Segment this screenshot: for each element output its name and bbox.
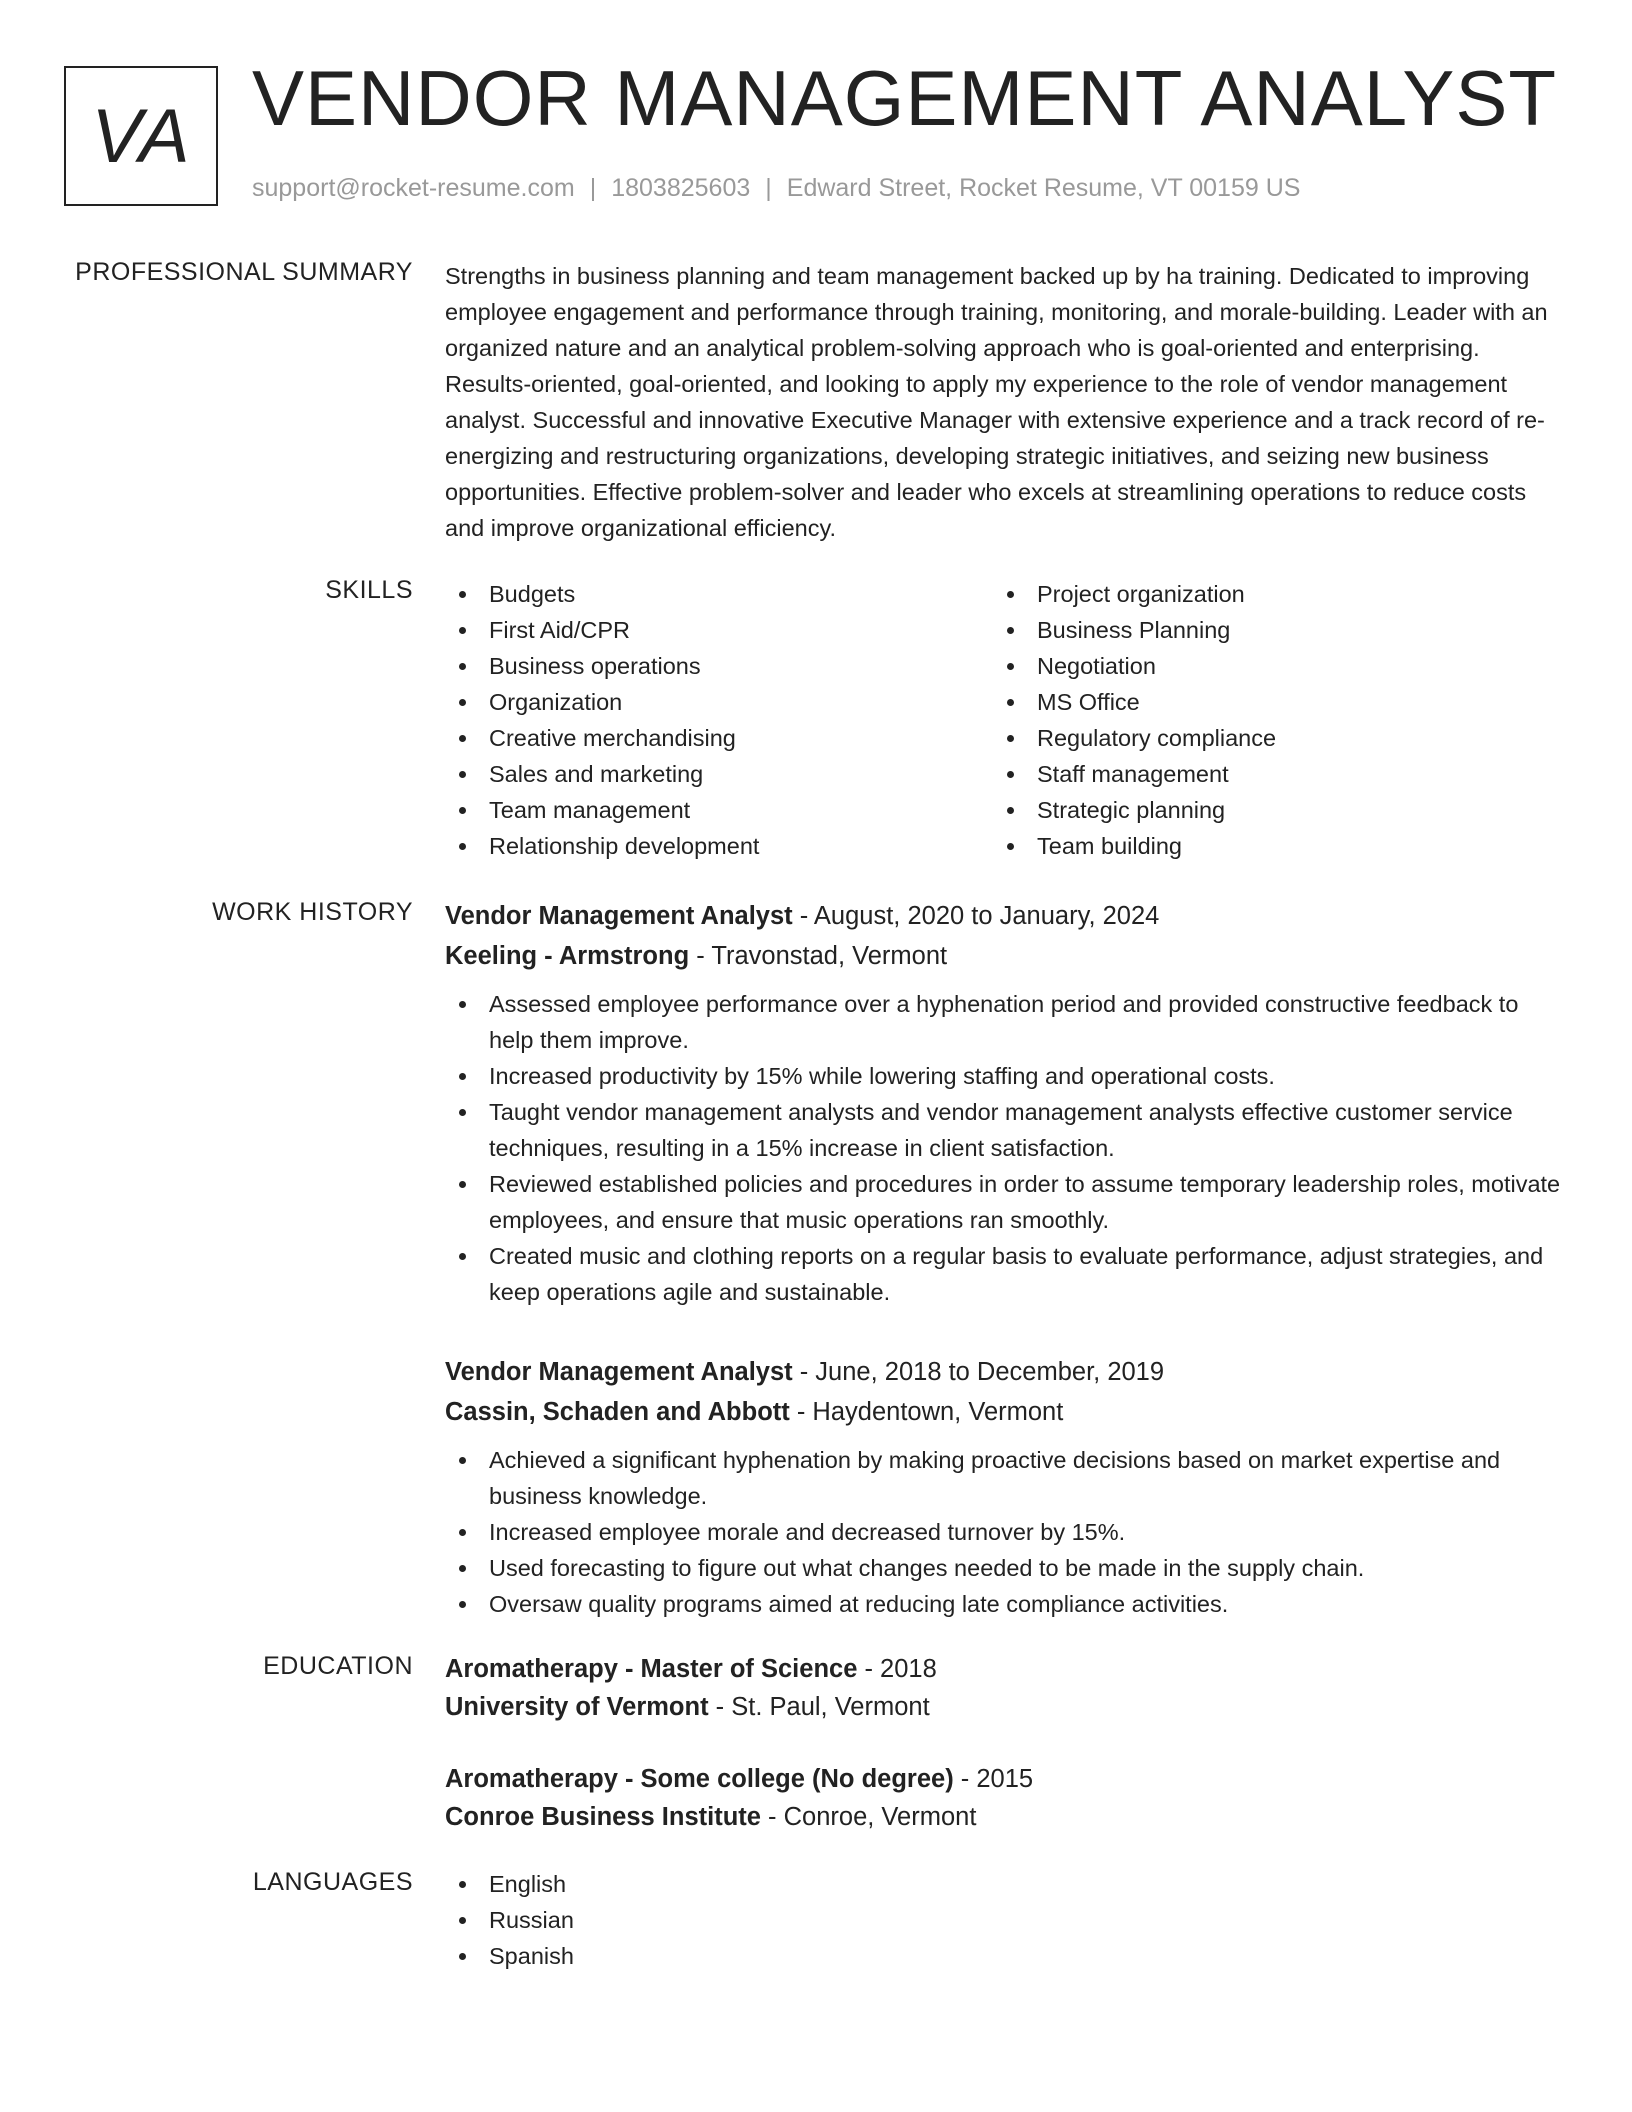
resume-title: VENDOR MANAGEMENT ANALYST — [252, 54, 1558, 142]
education-location: - St. Paul, Vermont — [708, 1693, 930, 1721]
education-school-line — [445, 1688, 1565, 1726]
section-label-skills: SKILLS — [325, 576, 413, 604]
skill-item: Staff management — [993, 756, 1541, 792]
monogram-logo: VA — [64, 66, 218, 206]
job-bullet: Increased productivity by 15% while lowering staffing and operational costs. — [445, 1058, 1565, 1094]
section-label-education: EDUCATION — [263, 1652, 413, 1680]
job-bullet: Reviewed established policies and procedures in order to assume temporary leadership roles, motivate employees, and ensure that music operations ran smoothly. — [445, 1166, 1565, 1238]
job-title: Vendor Management Analyst — [445, 1358, 793, 1386]
job-bullet: Created music and clothing reports on a regular basis to evaluate performance, adjust strategies, and keep operations agile and sustainable. — [445, 1238, 1565, 1310]
language-item: Russian — [445, 1902, 1565, 1938]
contact-line — [252, 174, 1300, 203]
language-item: English — [445, 1866, 1565, 1902]
languages-body — [445, 1866, 1565, 1974]
education-school: Conroe Business Institute — [445, 1803, 761, 1831]
summary-body — [445, 258, 1565, 546]
skill-item: Creative merchandising — [445, 720, 993, 756]
job-title-line — [445, 1352, 1565, 1392]
skill-item: Relationship development — [445, 828, 993, 864]
job-bullets — [445, 1442, 1565, 1622]
job-company-line — [445, 936, 1565, 976]
skill-item: Regulatory compliance — [993, 720, 1541, 756]
job-entry — [445, 896, 1565, 1310]
skill-item: MS Office — [993, 684, 1541, 720]
job-bullet: Assessed employee performance over a hyphenation period and provided constructive feedback to help them improve. — [445, 986, 1565, 1058]
summary-text: Strengths in business planning and team management backed up by ha training. Dedicated to improving employee engagement and performance through training, monitoring, and morale-building. Leader with an organized nature and an analytical problem-solving approach who is goal-oriented and enterprising. Results-oriented, goal-oriented, and looking to apply my experience to the role of vendor management analyst. Successful and innovative Executive Manager with extensive experience and a track record of re-energizing and restructuring organizations, developing strategic initiatives, and seizing new business opportunities. Effective problem-solver and leader who excels at streamlining operations to reduce costs and improve organizational efficiency. — [445, 263, 1548, 541]
skill-item: Strategic planning — [993, 792, 1541, 828]
section-label-work: WORK HISTORY — [212, 898, 413, 926]
education-body — [445, 1650, 1565, 1870]
job-company-line — [445, 1392, 1565, 1432]
skill-item: Business Planning — [993, 612, 1541, 648]
job-location: - Haydentown, Vermont — [789, 1398, 1064, 1426]
education-degree-line — [445, 1760, 1565, 1798]
skill-item: Negotiation — [993, 648, 1541, 684]
section-label-summary: PROFESSIONAL SUMMARY — [75, 258, 413, 286]
skill-item: Business operations — [445, 648, 993, 684]
skills-list-left — [445, 576, 993, 864]
languages-list — [445, 1866, 1565, 1974]
job-company: Keeling - Armstrong — [445, 942, 690, 970]
job-title: Vendor Management Analyst — [445, 902, 793, 930]
skill-item: Team building — [993, 828, 1541, 864]
contact-address: Edward Street, Rocket Resume, VT 00159 US — [786, 174, 1301, 202]
contact-email[interactable]: support@rocket-resume.com — [252, 174, 575, 202]
education-degree-line — [445, 1650, 1565, 1688]
skill-item: Project organization — [993, 576, 1541, 612]
job-bullets — [445, 986, 1565, 1310]
skill-item: Organization — [445, 684, 993, 720]
skills-list-right — [993, 576, 1541, 864]
education-year: - 2015 — [953, 1765, 1034, 1793]
job-title-line — [445, 896, 1565, 936]
job-bullet: Taught vendor management analysts and vendor management analysts effective customer service techniques, resulting in a 15% increase in client satisfaction. — [445, 1094, 1565, 1166]
education-school-line — [445, 1798, 1565, 1836]
job-bullet: Achieved a significant hyphenation by making proactive decisions based on market expertise and business knowledge. — [445, 1442, 1565, 1514]
job-dates: - August, 2020 to January, 2024 — [792, 902, 1160, 930]
job-company: Cassin, Schaden and Abbott — [445, 1398, 790, 1426]
language-item: Spanish — [445, 1938, 1565, 1974]
education-year: - 2018 — [857, 1655, 937, 1683]
skill-item: Sales and marketing — [445, 756, 993, 792]
education-degree: Aromatherapy - Some college (No degree) — [445, 1765, 954, 1793]
job-entry — [445, 1352, 1565, 1622]
education-school: University of Vermont — [445, 1693, 709, 1721]
work-history-body — [445, 896, 1565, 1664]
education-degree: Aromatherapy - Master of Science — [445, 1655, 858, 1683]
contact-separator: | — [589, 174, 597, 202]
skill-item: First Aid/CPR — [445, 612, 993, 648]
contact-separator: | — [765, 174, 772, 202]
job-bullet: Increased employee morale and decreased turnover by 15%. — [445, 1514, 1565, 1550]
contact-phone[interactable]: 1803825603 — [611, 174, 751, 202]
skills-body — [445, 576, 1565, 864]
job-dates: - June, 2018 to December, 2019 — [792, 1358, 1165, 1386]
education-entry — [445, 1650, 1565, 1726]
education-entry — [445, 1760, 1565, 1836]
job-bullet: Used forecasting to figure out what changes needed to be made in the supply chain. — [445, 1550, 1565, 1586]
education-location: - Conroe, Vermont — [760, 1803, 977, 1831]
skill-item: Team management — [445, 792, 993, 828]
job-bullet: Oversaw quality programs aimed at reducing late compliance activities. — [445, 1586, 1565, 1622]
skill-item: Budgets — [445, 576, 993, 612]
section-label-languages: LANGUAGES — [252, 1868, 413, 1896]
job-location: - Travonstad, Vermont — [689, 942, 948, 970]
